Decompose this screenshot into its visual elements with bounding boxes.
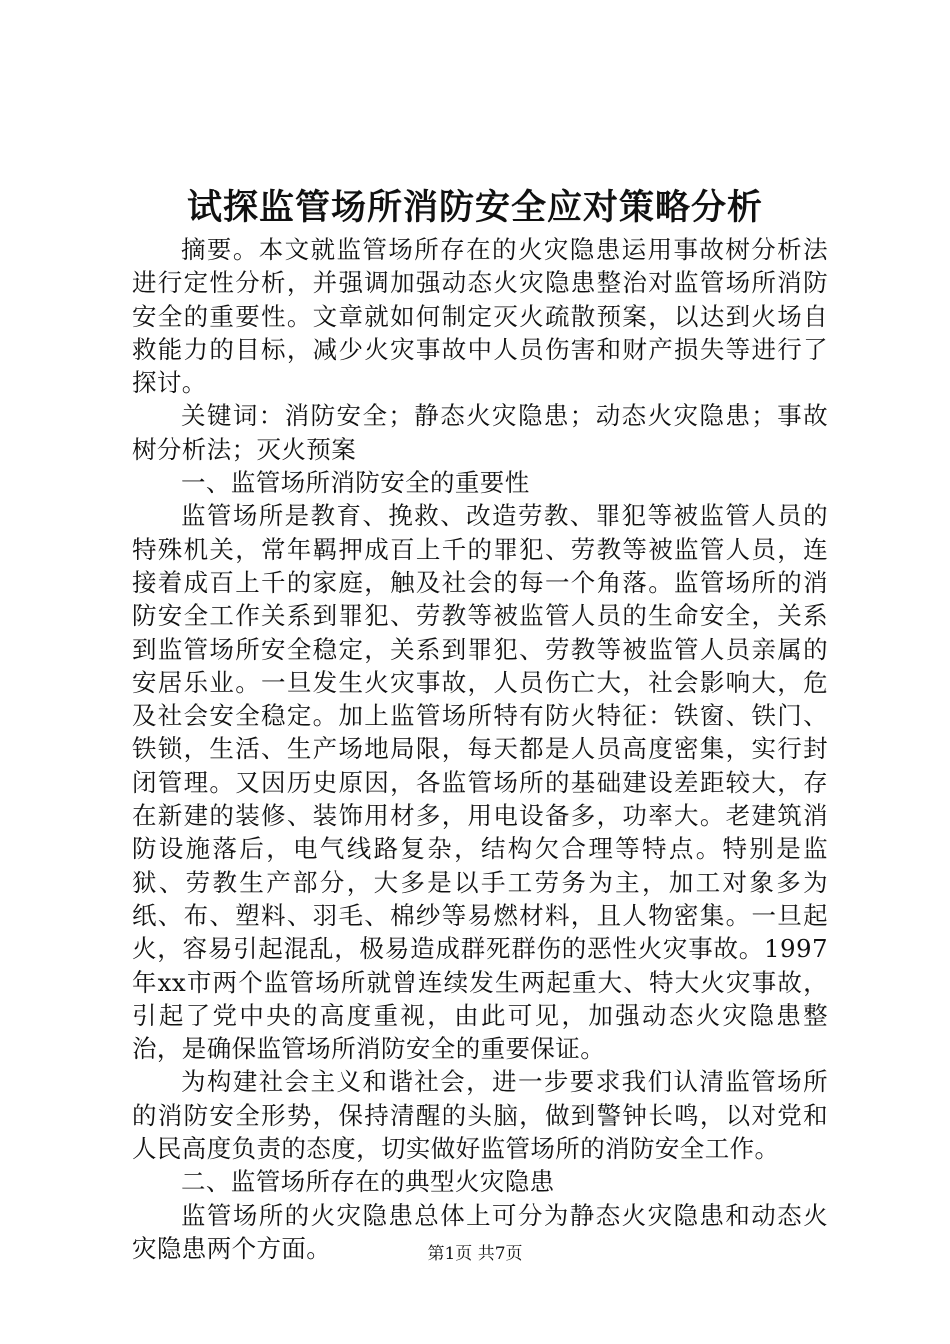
- section-heading: 一、监管场所消防安全的重要性: [181, 468, 530, 498]
- document-body: [132, 233, 828, 1265]
- abstract-paragraph: 摘要。本文就监管场所存在的火灾隐患运用事故树分析法进行定性分析，并强调加强动态火灾隐患整治对监管场所消防安全的重要性。文章就如何制定灭火疏散预案，以达到火场自救能力的目标，减少火灾事故中人员伤害和财产损失等进行了探讨。: [132, 235, 828, 398]
- body-paragraph: 为构建社会主义和谐社会，进一步要求我们认清监管场所的消防安全形势，保持清醒的头脑，做到警钟长鸣，以对党和人民高度负责的态度，切实做好监管场所的消防安全工作。: [132, 1067, 828, 1164]
- keywords-paragraph: 关键词：消防安全；静态火灾隐患；动态火灾隐患；事故树分析法；灭火预案: [132, 401, 828, 464]
- body-paragraph: 监管场所是教育、挽救、改造劳教、罪犯等被监管人员的特殊机关，常年羁押成百上千的罪犯、劳教等被监管人员，连接着成百上千的家庭，触及社会的每一个角落。监管场所的消防安全工作关系到罪犯、劳教等被监管人员的生命安全，关系到监管场所安全稳定，关系到罪犯、劳教等被监管人员亲属的安居乐业。一旦发生火灾事故，人员伤亡大，社会影响大，危及社会安全稳定。加上监管场所特有防火特征：铁窗、铁门、铁锁，生活、生产场地局限，每天都是人员高度密集，实行封闭管理。又因历史原因，各监管场所的基础建设差距较大，存在新建的装修、装饰用材多，用电设备多，功率大。老建筑消防设施落后，电气线路复杂，结构欠合理等特点。特别是监狱、劳教生产部分，大多是以手工劳务为主，加工对象多为纸、布、塑料、羽毛、棉纱等易燃材料，且人物密集。一旦起火，容易引起混乱，极易造成群死群伤的恶性火灾事故。1997年xx市两个监管场所就曾连续发生两起重大、特大火灾事故，引起了党中央的高度重视，由此可见，加强动态火灾隐患整治，是确保监管场所消防安全的重要保证。: [132, 501, 828, 1064]
- section-heading: 二、监管场所存在的典型火灾隐患: [181, 1167, 555, 1197]
- page-number-footer: 第1页 共7页: [427, 1244, 523, 1264]
- document-title: 试探监管场所消防安全应对策略分析: [186, 187, 763, 228]
- body-paragraph: 监管场所的火灾隐患总体上可分为静态火灾隐患和动态火灾隐患两个方面。: [132, 1200, 828, 1263]
